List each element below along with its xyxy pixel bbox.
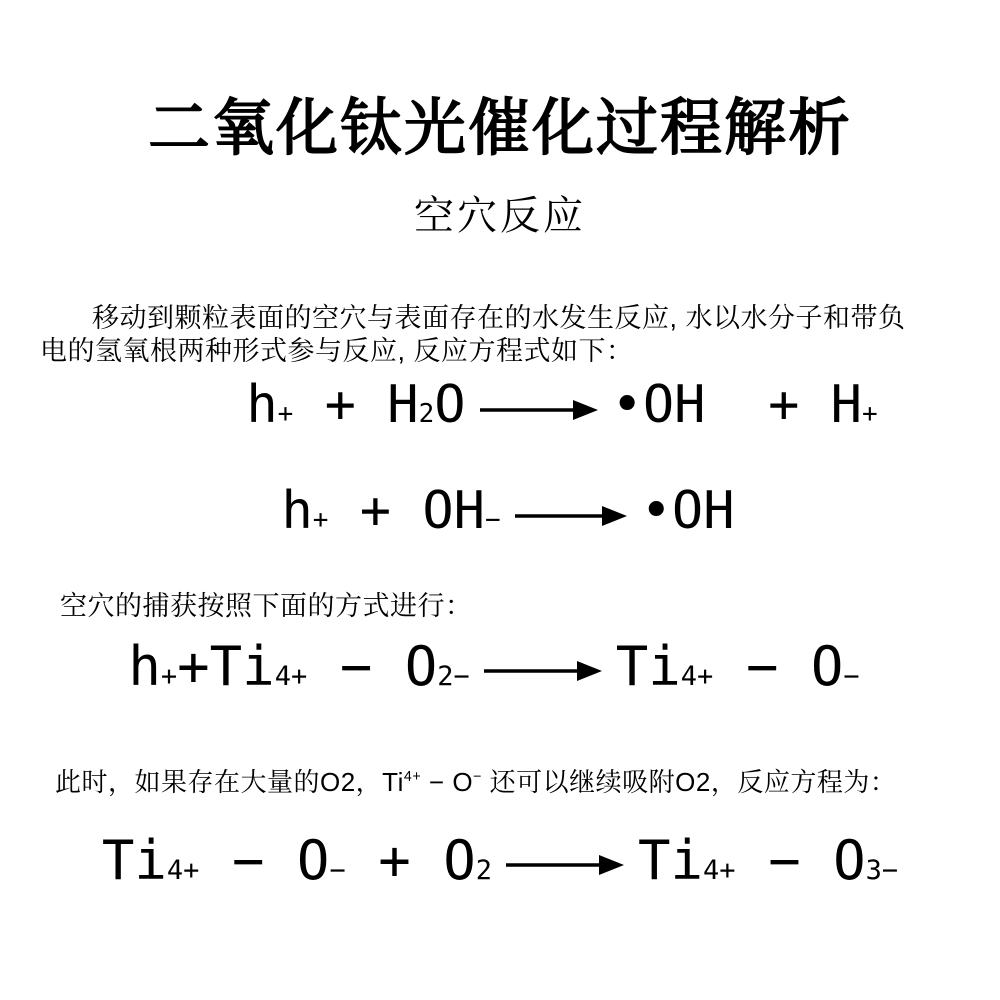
formula-term: h: [246, 375, 278, 435]
superscript: 2−: [437, 661, 470, 692]
formula-term: + O: [345, 829, 476, 892]
formula-term: +Ti: [177, 635, 275, 698]
superscript: 4+: [166, 855, 200, 886]
superscript: +: [277, 399, 294, 429]
formula-term: − O: [713, 635, 844, 698]
reaction-arrow-icon: [515, 503, 627, 529]
equation-hole-water: [62, 372, 1000, 440]
equation-hole-capture: [0, 632, 994, 702]
section-subtitle: 空穴反应: [414, 194, 586, 238]
formula-term: Ti: [101, 829, 167, 892]
subscript: 2: [475, 855, 493, 886]
superscript: −: [484, 505, 501, 535]
formula-term: + H: [293, 375, 419, 435]
intro-line-2: 电的氢氧根两种形式参与反应, 反应方程式如下：: [40, 336, 634, 366]
superscript: 4+: [680, 661, 714, 692]
caption-text: − O: [421, 767, 474, 797]
capture-caption: 空穴的捕获按照下面的方式进行：: [60, 591, 473, 621]
formula-term: O: [434, 375, 466, 435]
caption-text: 此时，如果存在大量的O2，Ti: [55, 767, 404, 797]
superscript: 4+: [403, 769, 422, 785]
reaction-arrow-icon: [506, 852, 624, 878]
formula-term: h: [128, 635, 161, 698]
page-title: 二氧化钛光催化过程解析: [147, 94, 852, 163]
superscript: +: [861, 399, 878, 429]
equation-oxygen-adsorption: [0, 826, 1000, 896]
superscript: +: [312, 505, 329, 535]
formula-term: − O: [735, 829, 866, 892]
equation-hole-hydroxide: [8, 478, 1000, 546]
superscript: −: [881, 855, 899, 886]
formula-term: Ti: [615, 635, 681, 698]
intro-paragraph: [40, 302, 965, 368]
caption-text: 还可以继续吸附O2，反应方程为：: [481, 767, 897, 797]
superscript: −: [473, 769, 482, 785]
formula-term: − O: [307, 635, 438, 698]
superscript: +: [160, 661, 178, 692]
formula-term: h: [281, 481, 313, 541]
superscript: 4+: [274, 661, 308, 692]
superscript: 4+: [703, 855, 736, 886]
formula-term: + OH: [328, 481, 485, 541]
reaction-arrow-icon: [480, 397, 598, 423]
superscript: −: [843, 661, 860, 692]
formula-term: Ti: [638, 829, 704, 892]
intro-line-1: 移动到颗粒表面的空穴与表面存在的水发生反应, 水以水分子和带负: [92, 303, 906, 333]
adsorption-caption: [55, 762, 896, 799]
formula-term: •OH: [640, 481, 735, 541]
reaction-arrow-icon: [484, 658, 602, 684]
subscript: 2: [418, 399, 435, 429]
subscript: 3: [865, 855, 882, 886]
superscript: −: [329, 855, 346, 886]
formula-term: − O: [199, 829, 330, 892]
formula-term: •OH + H: [611, 375, 862, 435]
